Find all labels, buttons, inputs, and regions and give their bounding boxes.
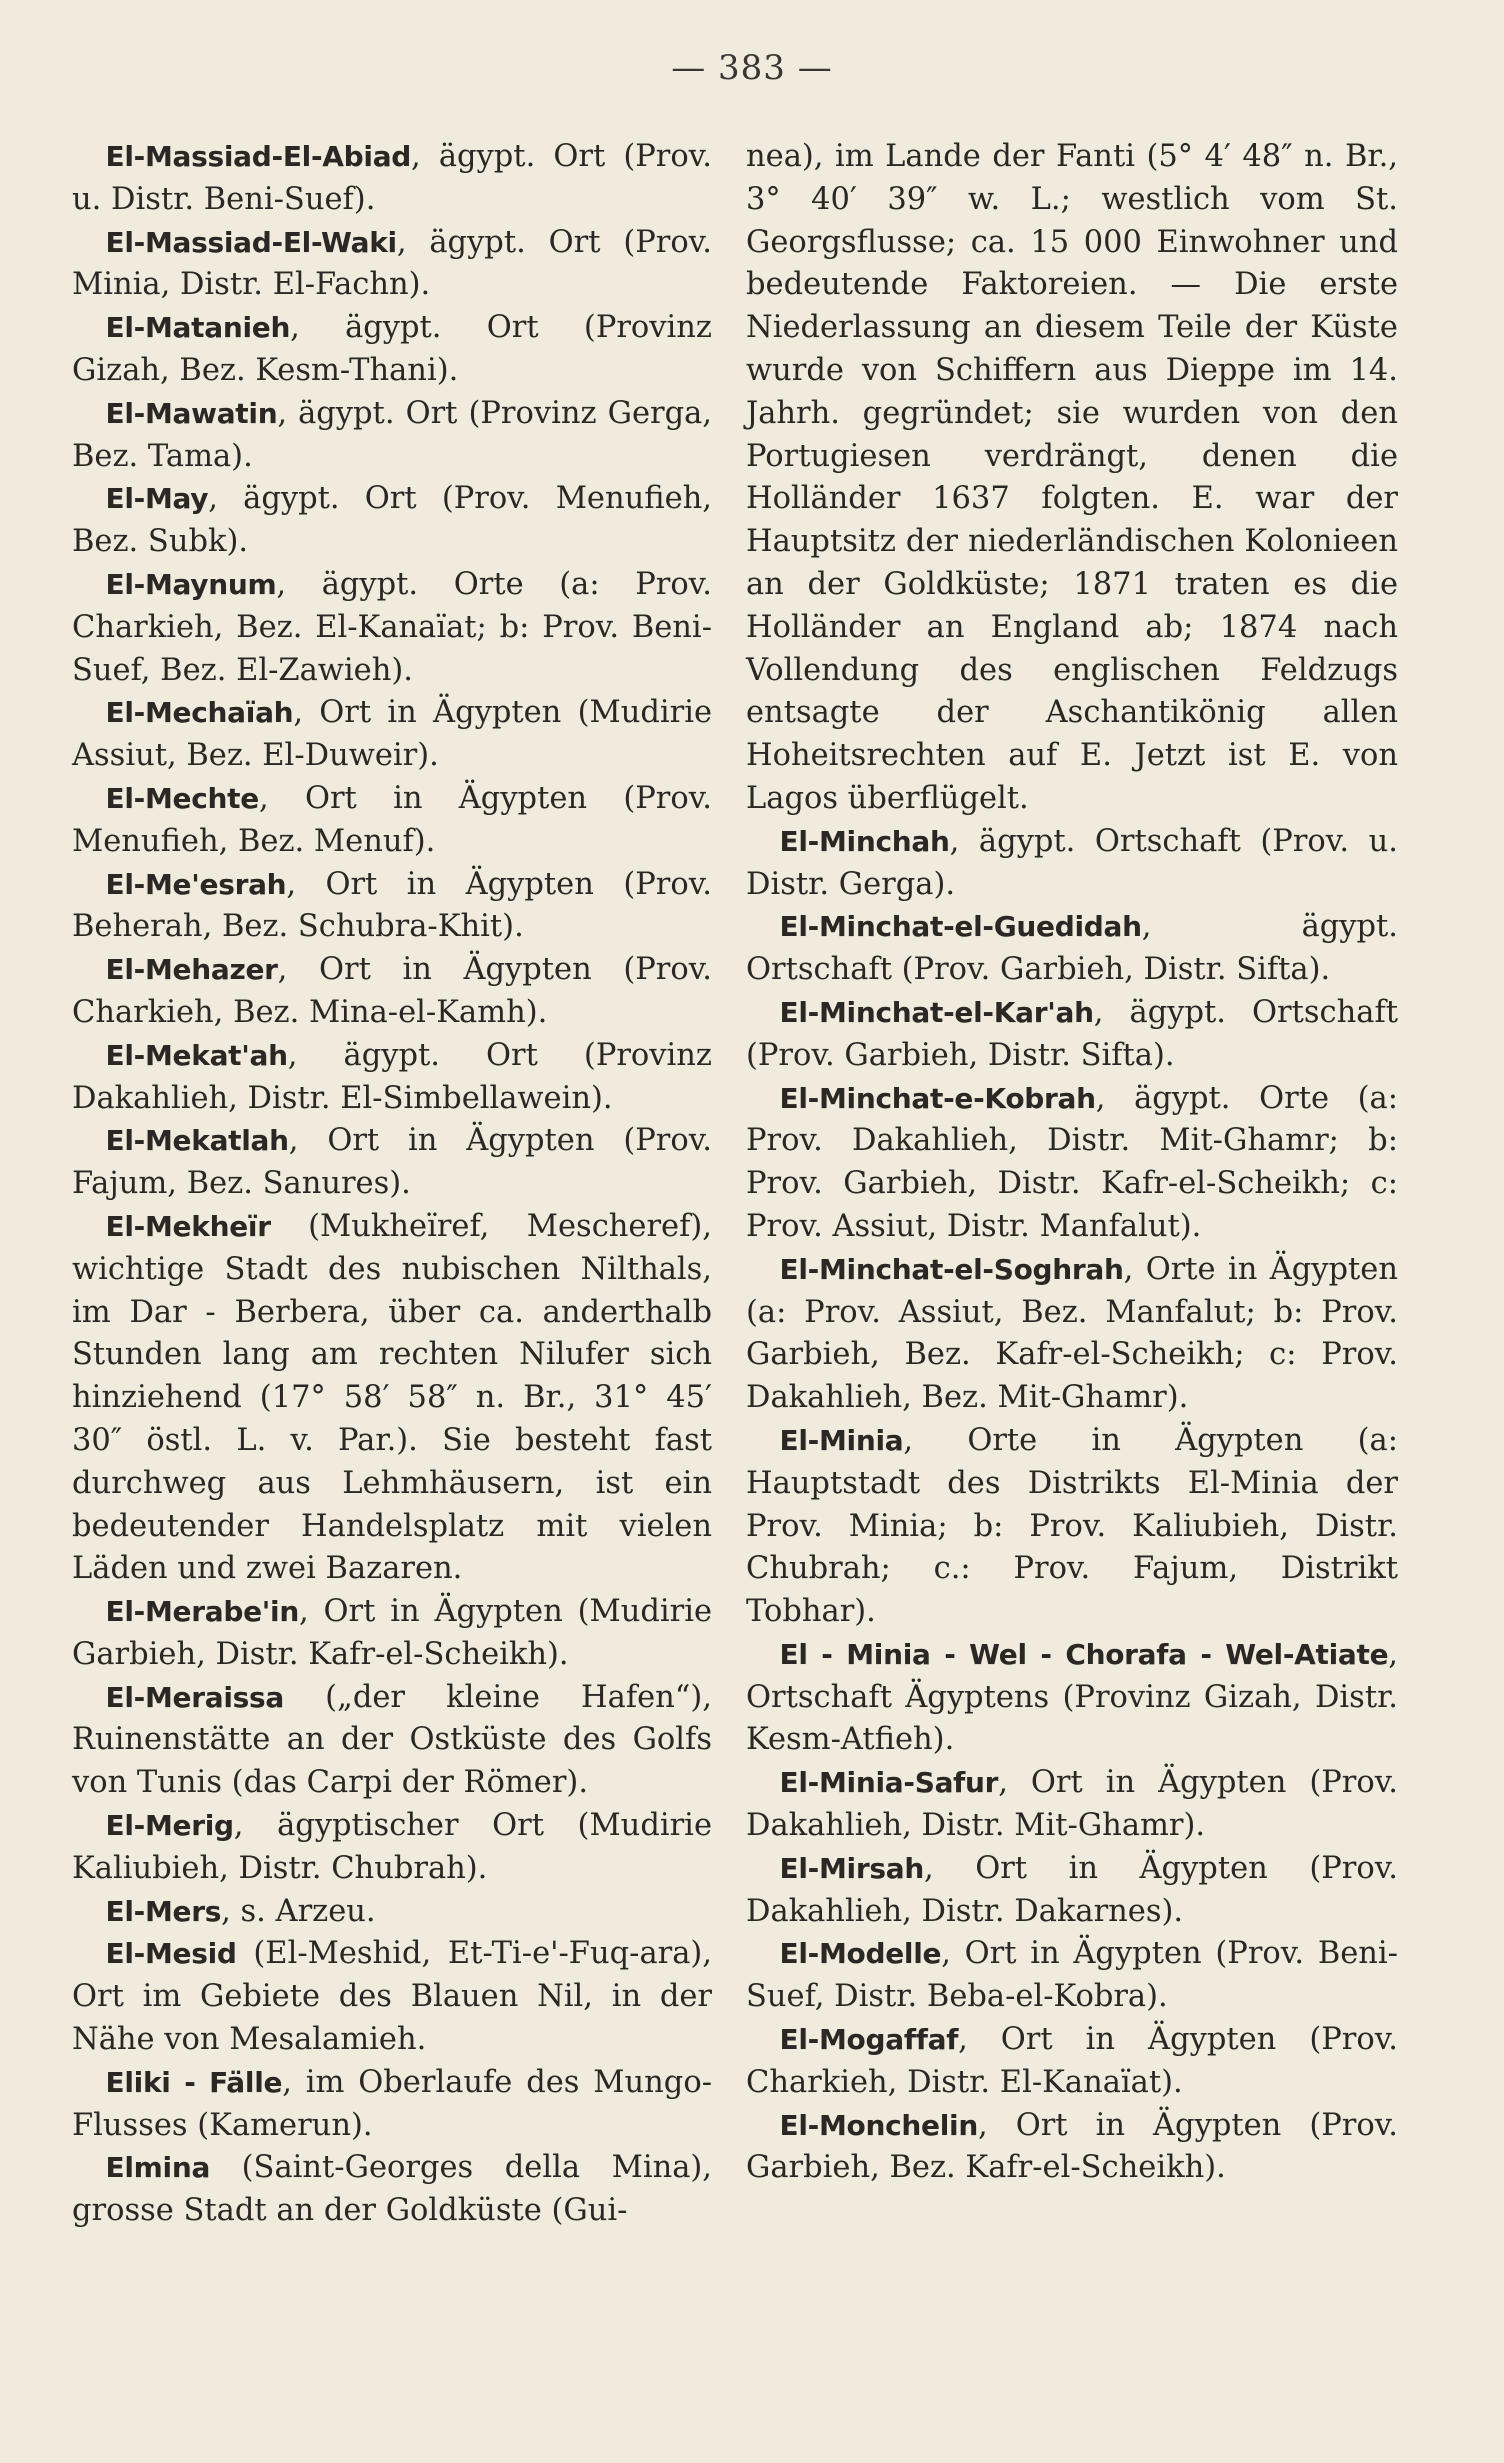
entry-headword: Elmina [105,2151,211,2185]
entry-headword: El-Massiad-El-Waki [105,225,397,259]
entry-text: („der kleine Hafen“), Ruinenstätte an der Ostküste des Golfs von Tunis (das Carpi der Römer). [72,1679,712,1801]
entry-headword: El-Mechte [105,781,259,815]
entry-text: , Ort in Ägypten (Prov. Beni-Suef, Distr. Beba-el-Kobra). [746,1936,1398,2015]
dictionary-entry [746,1933,1398,2019]
entry-headword: El-Mawatin [105,396,278,430]
dictionary-entry [746,1762,1398,1848]
entry-headword: El-Minia-Safur [779,1766,999,1800]
entry-headword: El-Mehazer [105,953,278,987]
dictionary-entry [72,478,712,564]
entry-headword: El-Mogaffaf [779,2023,959,2057]
dictionary-entry [72,1206,712,1591]
entry-headword: El-Massiad-El-Abiad [105,140,412,173]
dictionary-entry [746,992,1398,1078]
dictionary-entry [746,1078,1398,1249]
entry-text: , Ort in Ägypten (Prov. Charkieh, Bez. Mina-el-Kamh). [72,952,712,1030]
entry-text: , ägypt. Ort (Prov. Minia, Distr. El-Fachn). [72,224,712,303]
entry-text: (Mukheïref, Mescheref), wichtige Stadt des nubischen Nilthals, im Dar - Berbera, über ca. anderthalb Stunden lang am rechten Nilufer sich hinziehend (17° 58′ 58″ n. Br., 31° 45′ 30″ östl. L. v. Par.). Sie besteht fast durchweg aus Lehmhäusern, ist ein bedeutender Handelsplatz mit vielen Läden und zwei Bazaren. [72,1208,712,1587]
dictionary-entry [72,222,712,308]
dictionary-entry [72,778,712,864]
entry-text: , ägypt. Ort (Provinz Gizah, Bez. Kesm-Thani). [72,310,712,388]
entry-headword: El-Mekatlah [105,1124,289,1158]
dictionary-entry [72,1591,712,1677]
dictionary-entry [72,949,712,1035]
entry-text: , Ortschaft Ägyptens (Provinz Gizah, Distr. Kesm-Atfieh). [746,1636,1398,1758]
entry-headword: El-Minchat-el-Guedidah [779,910,1142,944]
entry-headword: El-Minchat-el-Soghrah [779,1252,1124,1286]
dictionary-entry [72,1120,712,1206]
dictionary-entry [72,692,712,778]
entry-headword: El-Meraissa [105,1680,284,1714]
entry-text: (El-Meshid, Et-Ti-e'-Fuq-ara), Ort im Gebiete des Blauen Nil, in der Nähe von Mesalamieh. [72,1936,712,2058]
entry-text: , Orte in Ägypten (a: Hauptstadt des Distrikts El-Minia der Prov. Minia; b: Prov. Kaliubieh, Distr. Chubrah; c.: Prov. Fajum, Distrikt Tobhar). [746,1422,1398,1630]
dictionary-entry [72,1677,712,1805]
entry-text: , Orte in Ägypten (a: Prov. Assiut, Bez. Manfalut; b: Prov. Garbieh, Bez. Kafr-el-Scheikh; c: Prov. Dakahlieh, Bez. Mit-Ghamr). [746,1251,1398,1416]
entry-headword: El-Modelle [779,1937,942,1971]
dictionary-entry [72,1805,712,1891]
entry-text: , ägypt. Ort (Prov. u. Distr. Beni-Suef). [72,139,712,217]
entry-headword: El-May [105,482,209,516]
dictionary-entry [72,2062,712,2148]
dictionary-entry [746,2105,1398,2191]
entry-text: , Ort in Ägypten (Prov. Fajum, Bez. Sanures). [72,1123,712,1202]
entry-text: , Ort in Ägypten (Prov. Dakahlieh, Distr. Mit-Ghamr). [746,1765,1398,1844]
dictionary-entry [746,2019,1398,2105]
entry-headword: El-Matanieh [105,311,291,345]
dictionary-entry [746,1420,1398,1634]
dictionary-entry [72,864,712,950]
entry-headword: El - Minia - Wel - Chorafa - Wel-Atiate [779,1637,1389,1671]
dictionary-entry [72,2147,712,2233]
entry-headword: El-Minchat-e-Kobrah [779,1081,1096,1115]
entry-text: , ägypt. Ortschaft (Prov. Garbieh, Distr. Sifta). [746,994,1398,1073]
right-column [746,136,1398,2190]
entry-headword: El-Mesid [105,1937,237,1971]
entry-text: , ägypt. Orte (a: Prov. Charkieh, Bez. El-Kanaïat; b: Prov. Beni-Suef, Bez. El-Zawieh). [72,566,712,688]
dictionary-entry [72,1891,712,1934]
dictionary-entry [72,564,712,692]
continuation-text: nea), im Lande der Fanti (5° 4′ 48″ n. Br., 3° 40′ 39″ w. L.; westlich vom St. Georgsflusse; ca. 15 000 Einwohner und bedeutende Faktoreien. — Die erste Niederlassung an diesem Teile der Küste wurde von Schiffern aus Dieppe im 14. Jahrh. gegründet; sie wurden von den Portugiesen verdrängt, denen die Holländer 1637 folgten. E. war der Hauptsitz der niederländischen Kolonieen an der Goldküste; 1871 traten es die Holländer an England ab; 1874 nach Vollendung des englischen Feldzugs entsagte der Aschantikönig allen Hoheitsrechten auf E. Jetzt ist E. von Lagos überflügelt. [746,139,1398,816]
dictionary-entry [746,1249,1398,1420]
entry-text: , ägyptischer Ort (Mudirie Kaliubieh, Distr. Chubrah). [72,1808,712,1886]
entry-text: , s. Arzeu. [221,1893,376,1929]
entry-headword: El-Mers [105,1894,222,1928]
entry-headword: El-Minchat-el-Kar'ah [779,995,1094,1029]
dictionary-entry [72,307,712,393]
entry-headword: El-Merig [105,1809,234,1843]
left-column [72,136,712,2233]
entry-text: , Ort in Ägypten (Mudirie Assiut, Bez. El-Duweir). [72,695,712,774]
entry-headword: El-Merabe'in [105,1595,299,1629]
entry-text: , Ort in Ägypten (Prov. Dakahlieh, Distr. Dakarnes). [746,1850,1398,1929]
entry-headword: El-Maynum [105,567,277,601]
entry-text: , ägypt. Ort (Provinz Dakahlieh, Distr. El-Simbellawein). [72,1037,712,1116]
page-number: — 383 — [671,48,833,88]
entry-text: , ägypt. Ortschaft (Prov. u. Distr. Gerga). [746,823,1398,902]
dictionary-entry [72,136,712,222]
dictionary-entry [746,1634,1398,1762]
entry-text: , Ort in Ägypten (Mudirie Garbieh, Distr. Kafr-el-Scheikh). [72,1594,712,1672]
entry-headword: Eliki - Fälle [105,2065,283,2099]
entry-text: , Ort in Ägypten (Prov. Garbieh, Bez. Kafr-el-Scheikh). [746,2107,1398,2186]
dictionary-entry [72,1035,712,1121]
entry-text: , Ort in Ägypten (Prov. Charkieh, Distr. El-Kanaïat). [746,2022,1398,2100]
dictionary-entry [746,821,1398,907]
entry-text: , ägypt. Orte (a: Prov. Dakahlieh, Distr. Mit-Ghamr; b: Prov. Garbieh, Distr. Kafr-el-Scheikh; c: Prov. Assiut, Distr. Manfalut). [746,1080,1398,1244]
dictionary-entry [746,1848,1398,1934]
entry-headword: El-Mekheïr [105,1209,271,1243]
entry-text: (Saint-Georges della Mina), grosse Stadt an der Goldküste (Gui- [72,2150,712,2229]
entry-text: , Ort in Ägypten (Prov. Beherah, Bez. Schubra-Khit). [72,866,712,945]
entry-headword: El-Mekat'ah [105,1038,288,1072]
entry-text: , ägypt. Ortschaft (Prov. Garbieh, Distr. Sifta). [746,909,1398,988]
entry-text: , ägypt. Ort (Provinz Gerga, Bez. Tama). [72,395,712,474]
entry-headword: El-Me'esrah [105,867,287,901]
entry-headword: El-Mechaïah [105,696,294,730]
entry-text: , im Oberlaufe des Mungo-Flusses (Kamerun). [72,2064,713,2143]
entry-text: , ägypt. Ort (Prov. Menufieh, Bez. Subk). [72,481,712,560]
dictionary-entry [72,393,712,479]
entry-headword: El-Minia [779,1423,904,1457]
entry-headword: El-Minchah [779,824,950,858]
entry-text: , Ort in Ägypten (Prov. Menufieh, Bez. Menuf). [72,780,712,859]
dictionary-entry [746,906,1398,992]
entry-headword: El-Monchelin [779,2108,978,2142]
entry-headword: El-Mirsah [779,1851,924,1885]
dictionary-entry [72,1933,712,2061]
